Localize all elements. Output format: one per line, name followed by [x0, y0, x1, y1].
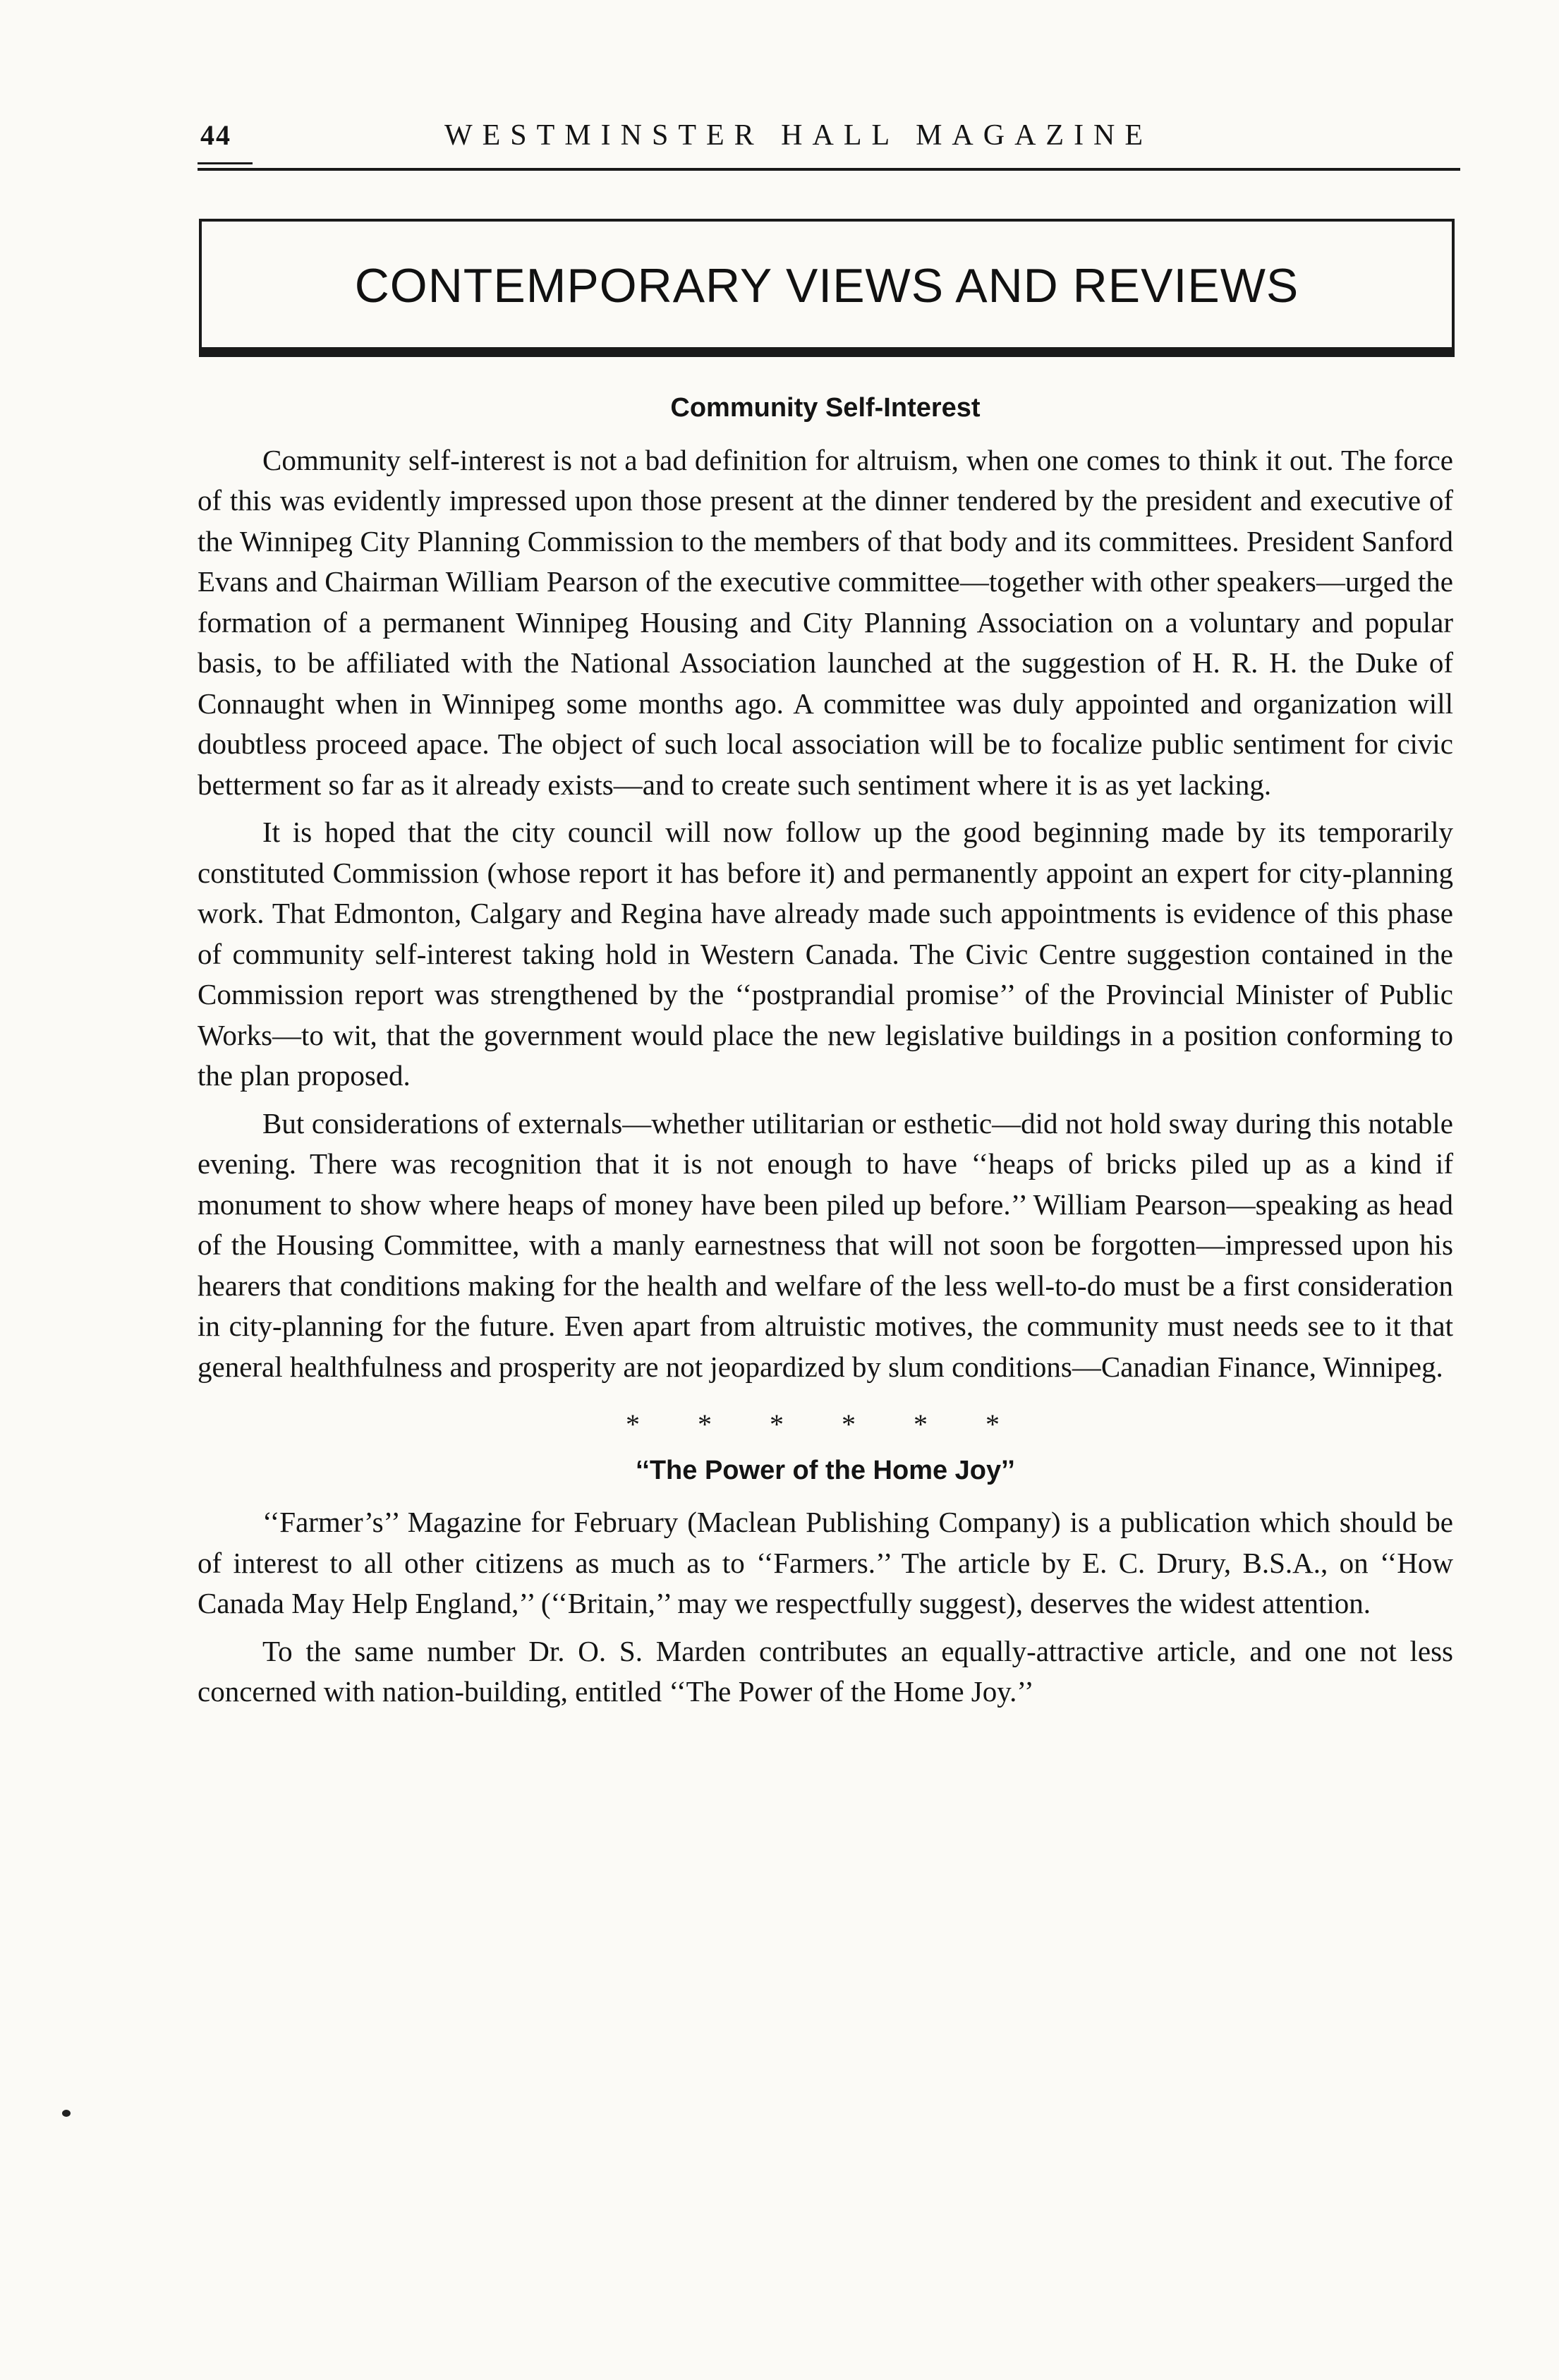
section-title: CONTEMPORARY VIEWS AND REVIEWS: [354, 259, 1299, 313]
page-number: 44: [200, 119, 231, 151]
article-title-power-of-home-joy: ‘‘The Power of the Home Joy’’: [636, 1455, 1015, 1485]
paragraph: Community self-interest is not a bad definition for altruism, when one comes to think it out. The force of this was evidently impressed upon those present at the dinner tendered by the president and executive of the Winnipeg City Planning Commission to the members of that body and its committees. President Sanford Evans and Chairman William Pearson of the executive committee—together with other speakers—urged the formation of a permanent Winnipeg Housing and City Planning Association on a voluntary and popular basis, to be affiliated with the National Association launched at the suggestion of H. R. H. the Duke of Connaught when in Winnipeg some months ago. A committee was duly appointed and organization will doubtless proceed apace. The object of such local association will be to focalize public sentiment for civic betterment so far as it already exists—and to create such sentiment where it is as yet lacking.: [198, 443, 1453, 801]
title-box-bottom-bar: [199, 350, 1455, 357]
paragraph: ‘‘Farmer’s’’ Magazine for February (Maclean Publishing Company) is a publication which should be of interest to all other citizens as much as to ‘‘Farmers.’’ The article by E. C. Drury, B.S.A., on ‘‘How Canada May Help England,’’ (‘‘Britain,’’ may we respectfully suggest), deserves the widest attention.: [198, 1506, 1453, 1619]
paragraph: It is hoped that the city council will now follow up the good beginning made by its temporarily constituted Commission (whose report it has before it) and permanently appoint an expert for city-planning work. That Edmonton, Calgary and Regina have already made such appointments is evidence of this phase of community self-interest taking hold in Western Canada. The Civic Centre suggestion contained in the Commission report was strengthened by the ‘‘postprandial promise’’ of the Provincial Minister of Public Works—to wit, that the government would place the new legislative buildings in a position conforming to the plan proposed.: [198, 816, 1453, 1092]
article-title-community-self-interest: Community Self-Interest: [670, 393, 981, 423]
article-body: [198, 388, 1453, 1720]
ink-speck: [62, 2110, 71, 2117]
page-header: [190, 119, 1460, 161]
paragraph: To the same number Dr. O. S. Marden contributes an equally-attractive article, and one not less concerned with nation-building, entitled ‘‘The Power of the Home Joy.’’: [198, 1634, 1453, 1708]
section-title-box: [199, 219, 1455, 350]
page-number-underline: [198, 162, 253, 164]
section-separator: * * * * * *: [626, 1408, 1025, 1440]
running-title: WESTMINSTER HALL MAGAZINE: [444, 119, 1153, 152]
header-rule: [198, 168, 1460, 171]
paragraph: But considerations of externals—whether utilitarian or esthetic—did not hold sway during this notable evening. There was recognition that it is not enough to have ‘‘heaps of bricks piled up as a kind if monument to show where heaps of money have been piled up before.’’ William Pearson—speaking as head of the Housing Committee, with a manly earnestness that will not soon be forgotten—impressed upon his hearers that conditions making for the health and welfare of the less well-to-do must be a first consideration in city-planning for the future. Even apart from altruistic motives, the community must needs see to it that general healthfulness and prosperity are not jeopardized by slum conditions—Canadian Finance, Winnipeg.: [198, 1106, 1453, 1383]
